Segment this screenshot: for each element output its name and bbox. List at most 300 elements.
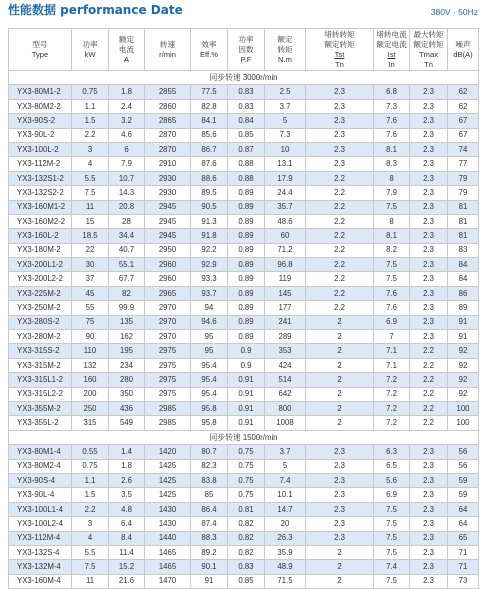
value-cell: 135 [109, 315, 145, 329]
value-cell: 2 [306, 330, 374, 344]
value-cell: 8 [374, 171, 410, 185]
value-cell: 0.82 [228, 531, 265, 545]
value-cell: 64 [448, 502, 479, 516]
value-cell: 2.3 [306, 99, 374, 113]
column-header-line: 最大转矩 [413, 29, 444, 39]
column-header-line: 额定 [118, 34, 135, 44]
table-row [9, 473, 479, 487]
value-cell: 0.89 [228, 186, 265, 200]
value-cell: 3.7 [265, 445, 306, 459]
table-row [9, 99, 479, 113]
value-cell: 11 [72, 200, 109, 214]
value-cell: 95.4 [191, 373, 228, 387]
section-header-row [9, 430, 479, 444]
value-cell: 7.6 [374, 128, 410, 142]
value-cell: 2970 [145, 330, 191, 344]
value-cell: 2.2 [72, 502, 109, 516]
value-cell: 2.3 [410, 272, 448, 286]
value-cell: 110 [72, 344, 109, 358]
value-cell: 2.3 [306, 473, 374, 487]
table-row [9, 488, 479, 502]
value-cell: 90 [72, 330, 109, 344]
value-cell: 94 [191, 301, 228, 315]
table-row [9, 214, 479, 228]
value-cell: 10.1 [265, 488, 306, 502]
value-cell: 2.3 [306, 488, 374, 502]
value-cell: 436 [109, 401, 145, 415]
value-cell: 424 [265, 358, 306, 372]
value-cell: 48.6 [265, 214, 306, 228]
table-body [9, 71, 479, 589]
value-cell: 2.2 [306, 243, 374, 257]
value-cell: 1.4 [109, 445, 145, 459]
value-cell: 82.8 [191, 99, 228, 113]
value-cell: 3 [72, 517, 109, 531]
value-cell: 35.7 [265, 200, 306, 214]
value-cell: 0.89 [228, 330, 265, 344]
model-cell: YX3-315L2-2 [9, 387, 72, 401]
value-cell: 2 [306, 416, 374, 430]
value-cell: 2975 [145, 387, 191, 401]
value-cell: 0.85 [228, 574, 265, 588]
value-cell: 2.2 [306, 286, 374, 300]
value-cell: 0.85 [228, 128, 265, 142]
value-cell: 2.3 [410, 142, 448, 156]
value-cell: 1008 [265, 416, 306, 430]
column-header [448, 29, 479, 71]
value-cell: 95.8 [191, 401, 228, 415]
value-cell: 90.5 [191, 200, 228, 214]
value-cell: 2.2 [410, 373, 448, 387]
value-cell: 67 [448, 114, 479, 128]
ratio-denominator: Tn [335, 59, 344, 69]
value-cell: 289 [265, 330, 306, 344]
value-cell: 84.1 [191, 114, 228, 128]
value-cell: 14.7 [265, 502, 306, 516]
value-cell: 8 [374, 214, 410, 228]
model-cell: YX3-355L-2 [9, 416, 72, 430]
value-cell: 2.3 [306, 517, 374, 531]
value-cell: 93.3 [191, 272, 228, 286]
value-cell: 82 [109, 286, 145, 300]
value-cell: 92.2 [191, 243, 228, 257]
column-header-line: 噪声 [455, 39, 471, 49]
value-cell: 132 [72, 358, 109, 372]
value-cell: 62 [448, 85, 479, 99]
table-row [9, 186, 479, 200]
value-cell: 8.1 [374, 229, 410, 243]
value-cell: 6.5 [374, 459, 410, 473]
value-cell: 2 [306, 387, 374, 401]
value-cell: 2.3 [410, 186, 448, 200]
table-row [9, 315, 479, 329]
value-cell: 7.5 [374, 502, 410, 516]
model-cell: YX3-100L1-4 [9, 502, 72, 516]
value-cell: 1425 [145, 473, 191, 487]
value-cell: 2.2 [72, 128, 109, 142]
value-cell: 89.2 [191, 545, 228, 559]
value-cell: 2.3 [410, 560, 448, 574]
value-cell: 28 [109, 214, 145, 228]
value-cell: 2.2 [410, 416, 448, 430]
value-cell: 0.9 [228, 358, 265, 372]
value-cell: 81 [448, 214, 479, 228]
value-cell: 2930 [145, 171, 191, 185]
model-cell: YX3-280S-2 [9, 315, 72, 329]
value-cell: 8.2 [374, 243, 410, 257]
value-cell: 4.6 [109, 128, 145, 142]
value-cell: 77.5 [191, 85, 228, 99]
value-cell: 2.3 [306, 459, 374, 473]
value-cell: 2.3 [410, 200, 448, 214]
value-cell: 2975 [145, 358, 191, 372]
table-row [9, 560, 479, 574]
value-cell: 48.9 [265, 560, 306, 574]
value-cell: 2.3 [410, 315, 448, 329]
table-row [9, 171, 479, 185]
value-cell: 0.89 [228, 315, 265, 329]
value-cell: 7.6 [374, 301, 410, 315]
value-cell: 0.75 [72, 459, 109, 473]
value-cell: 200 [72, 387, 109, 401]
value-cell: 85 [191, 488, 228, 502]
value-cell: 93.7 [191, 286, 228, 300]
column-header [9, 29, 72, 71]
table-row [9, 272, 479, 286]
model-cell: YX3-180M-2 [9, 243, 72, 257]
value-cell: 86 [448, 286, 479, 300]
value-cell: 2.3 [410, 171, 448, 185]
value-cell: 67 [448, 128, 479, 142]
value-cell: 56 [448, 459, 479, 473]
model-cell: YX3-160M1-2 [9, 200, 72, 214]
value-cell: 2985 [145, 401, 191, 415]
value-cell: 2.3 [410, 531, 448, 545]
value-cell: 1.1 [72, 473, 109, 487]
value-cell: 79 [448, 171, 479, 185]
value-cell: 0.75 [228, 459, 265, 473]
value-cell: 2865 [145, 114, 191, 128]
value-cell: 10.7 [109, 171, 145, 185]
value-cell: 2.2 [410, 387, 448, 401]
header-ratio [424, 60, 433, 70]
model-cell: YX3-132M-4 [9, 560, 72, 574]
value-cell: 73 [448, 574, 479, 588]
value-cell: 5 [265, 459, 306, 473]
value-cell: 2975 [145, 373, 191, 387]
table-row [9, 574, 479, 588]
value-cell: 0.84 [228, 114, 265, 128]
table-row [9, 330, 479, 344]
value-cell: 0.83 [228, 99, 265, 113]
value-cell: 92.9 [191, 258, 228, 272]
value-cell: 1.5 [72, 488, 109, 502]
section-label: 同步转速 3000r/min [9, 71, 479, 85]
value-cell: 11 [72, 574, 109, 588]
value-cell: 89 [448, 301, 479, 315]
value-cell: 15.2 [109, 560, 145, 574]
column-header-line: 因数 [238, 44, 254, 54]
model-cell: YX3-80M1-4 [9, 445, 72, 459]
value-cell: 59 [448, 473, 479, 487]
value-cell: 7.5 [374, 574, 410, 588]
model-cell: YX3-112M-4 [9, 531, 72, 545]
value-cell: 81 [448, 200, 479, 214]
value-cell: 60 [265, 229, 306, 243]
value-cell: 2.3 [410, 128, 448, 142]
ratio-denominator: Tn [424, 59, 433, 69]
table-row [9, 114, 479, 128]
value-cell: 195 [109, 344, 145, 358]
value-cell: 0.89 [228, 214, 265, 228]
value-cell: 62 [448, 99, 479, 113]
value-cell: 45 [72, 286, 109, 300]
value-cell: 91 [448, 330, 479, 344]
value-cell: 0.89 [228, 286, 265, 300]
value-cell: 6.3 [374, 445, 410, 459]
value-cell: 2.2 [306, 272, 374, 286]
value-cell: 1430 [145, 502, 191, 516]
value-cell: 71 [448, 560, 479, 574]
model-cell: YX3-80M2-4 [9, 459, 72, 473]
model-cell: YX3-90L-2 [9, 128, 72, 142]
column-header-line: 堵转转矩 [324, 29, 355, 39]
value-cell: 0.89 [228, 200, 265, 214]
value-cell: 71 [448, 545, 479, 559]
value-cell: 86.7 [191, 142, 228, 156]
column-header [191, 29, 228, 71]
table-row [9, 344, 479, 358]
value-cell: 1430 [145, 517, 191, 531]
value-cell: 514 [265, 373, 306, 387]
value-cell: 2960 [145, 272, 191, 286]
value-cell: 67.7 [109, 272, 145, 286]
value-cell: 2870 [145, 142, 191, 156]
value-cell: 65 [448, 531, 479, 545]
value-cell: 2.2 [306, 200, 374, 214]
value-cell: 2.3 [306, 157, 374, 171]
value-cell: 13.1 [265, 157, 306, 171]
model-cell: YX3-80M1-2 [9, 85, 72, 99]
value-cell: 642 [265, 387, 306, 401]
header-row [9, 29, 479, 71]
value-cell: 3 [72, 142, 109, 156]
table-header [9, 29, 479, 71]
ratio-numerator: Tst [334, 49, 345, 59]
value-cell: 6.9 [374, 488, 410, 502]
value-cell: 2 [306, 401, 374, 415]
value-cell: 4 [72, 157, 109, 171]
model-cell: YX3-200L2-2 [9, 272, 72, 286]
value-cell: 2930 [145, 186, 191, 200]
value-cell: 88.3 [191, 531, 228, 545]
column-header-line: A [123, 54, 130, 64]
value-cell: 2945 [145, 214, 191, 228]
model-cell: YX3-315S-2 [9, 344, 72, 358]
value-cell: 7.5 [374, 272, 410, 286]
value-cell: 7.1 [374, 344, 410, 358]
column-header-line: dB(A) [453, 49, 473, 59]
value-cell: 6 [109, 142, 145, 156]
model-cell: YX3-250M-2 [9, 301, 72, 315]
value-cell: 20 [265, 517, 306, 531]
value-cell: 26.3 [265, 531, 306, 545]
value-cell: 95.4 [191, 387, 228, 401]
model-cell: YX3-132S1-2 [9, 171, 72, 185]
value-cell: 86.4 [191, 502, 228, 516]
value-cell: 2.2 [410, 358, 448, 372]
value-cell: 14.3 [109, 186, 145, 200]
column-header-line: 堵转电流 [376, 29, 407, 39]
header-ratio [387, 50, 395, 70]
column-header [109, 29, 145, 71]
value-cell: 250 [72, 401, 109, 415]
value-cell: 2.2 [306, 301, 374, 315]
value-cell: 2910 [145, 157, 191, 171]
value-cell: 55.1 [109, 258, 145, 272]
value-cell: 85.6 [191, 128, 228, 142]
value-cell: 7.5 [374, 531, 410, 545]
value-cell: 89.5 [191, 186, 228, 200]
value-cell: 21.6 [109, 574, 145, 588]
column-header-line: 功率 [82, 39, 98, 49]
value-cell: 2.3 [410, 214, 448, 228]
value-cell: 2.2 [410, 401, 448, 415]
value-cell: 0.88 [228, 157, 265, 171]
value-cell: 0.75 [228, 488, 265, 502]
value-cell: 2870 [145, 128, 191, 142]
value-cell: 7.2 [374, 401, 410, 415]
value-cell: 2.3 [410, 229, 448, 243]
value-cell: 1.1 [72, 99, 109, 113]
value-cell: 0.82 [228, 545, 265, 559]
value-cell: 2.2 [306, 258, 374, 272]
ratio-denominator: In [388, 59, 395, 69]
value-cell: 82.3 [191, 459, 228, 473]
value-cell: 160 [72, 373, 109, 387]
value-cell: 84 [448, 272, 479, 286]
value-cell: 1.8 [109, 459, 145, 473]
value-cell: 2.3 [410, 517, 448, 531]
value-cell: 2.3 [410, 99, 448, 113]
value-cell: 8.1 [374, 142, 410, 156]
value-cell: 84 [448, 258, 479, 272]
table-row [9, 416, 479, 430]
value-cell: 0.88 [228, 171, 265, 185]
value-cell: 2.2 [306, 171, 374, 185]
value-cell: 91.3 [191, 214, 228, 228]
column-header-line: 额定电流 [376, 39, 407, 49]
value-cell: 2.3 [410, 258, 448, 272]
value-cell: 0.91 [228, 416, 265, 430]
value-cell: 0.91 [228, 401, 265, 415]
table-row [9, 85, 479, 99]
value-cell: 353 [265, 344, 306, 358]
value-cell: 0.83 [228, 85, 265, 99]
value-cell: 3.5 [109, 488, 145, 502]
model-cell: YX3-315L1-2 [9, 373, 72, 387]
value-cell: 71.5 [265, 574, 306, 588]
value-cell: 34.4 [109, 229, 145, 243]
value-cell: 2.3 [410, 459, 448, 473]
model-cell: YX3-160M2-2 [9, 214, 72, 228]
value-cell: 2855 [145, 85, 191, 99]
value-cell: 2970 [145, 315, 191, 329]
model-cell: YX3-100L2-4 [9, 517, 72, 531]
performance-table [8, 28, 479, 589]
value-cell: 2.3 [410, 473, 448, 487]
table-row [9, 459, 479, 473]
value-cell: 2860 [145, 99, 191, 113]
value-cell: 2.3 [410, 574, 448, 588]
value-cell: 1440 [145, 531, 191, 545]
value-cell: 5.5 [72, 545, 109, 559]
value-cell: 315 [72, 416, 109, 430]
value-cell: 17.9 [265, 171, 306, 185]
value-cell: 1465 [145, 545, 191, 559]
value-cell: 2.3 [410, 330, 448, 344]
value-cell: 20.8 [109, 200, 145, 214]
column-header [265, 29, 306, 71]
value-cell: 5 [265, 114, 306, 128]
value-cell: 24.4 [265, 186, 306, 200]
value-cell: 35.9 [265, 545, 306, 559]
value-cell: 0.91 [228, 387, 265, 401]
value-cell: 2.3 [306, 85, 374, 99]
column-header [145, 29, 191, 71]
header-ratio [335, 50, 345, 70]
table-row [9, 517, 479, 531]
value-cell: 91 [191, 574, 228, 588]
model-cell: YX3-355M-2 [9, 401, 72, 415]
ratio-numerator: Ist [387, 49, 396, 59]
model-cell: YX3-100L-2 [9, 142, 72, 156]
value-cell: 0.89 [228, 258, 265, 272]
column-header-line: P.F [240, 54, 252, 64]
column-header-line: N.m [278, 54, 292, 64]
model-cell: YX3-90S-2 [9, 114, 72, 128]
value-cell: 7.5 [374, 545, 410, 559]
value-cell: 95.8 [191, 416, 228, 430]
value-cell: 162 [109, 330, 145, 344]
value-cell: 2 [306, 373, 374, 387]
value-cell: 0.89 [228, 243, 265, 257]
page-title: 性能数据 performance Date [8, 3, 183, 17]
value-cell: 2985 [145, 416, 191, 430]
column-header-line: Type [31, 49, 49, 59]
column-header-line: Eff.% [199, 49, 218, 59]
value-cell: 0.83 [228, 560, 265, 574]
value-cell: 2.3 [410, 545, 448, 559]
value-cell: 6.4 [109, 517, 145, 531]
value-cell: 2 [306, 315, 374, 329]
value-cell: 0.9 [228, 344, 265, 358]
value-cell: 11.4 [109, 545, 145, 559]
value-cell: 7.3 [265, 128, 306, 142]
value-cell: 18.5 [72, 229, 109, 243]
value-cell: 2 [306, 358, 374, 372]
section-label: 同步转速 1500r/min [9, 430, 479, 444]
column-header-line: 额定转矩 [413, 39, 444, 49]
table-row [9, 358, 479, 372]
table-row [9, 128, 479, 142]
column-header-line: 型号 [32, 39, 48, 49]
value-cell: 55 [72, 301, 109, 315]
value-cell: 90.1 [191, 560, 228, 574]
column-header [374, 29, 410, 71]
value-cell: 37 [72, 272, 109, 286]
column-header-line: 电流 [118, 44, 135, 54]
